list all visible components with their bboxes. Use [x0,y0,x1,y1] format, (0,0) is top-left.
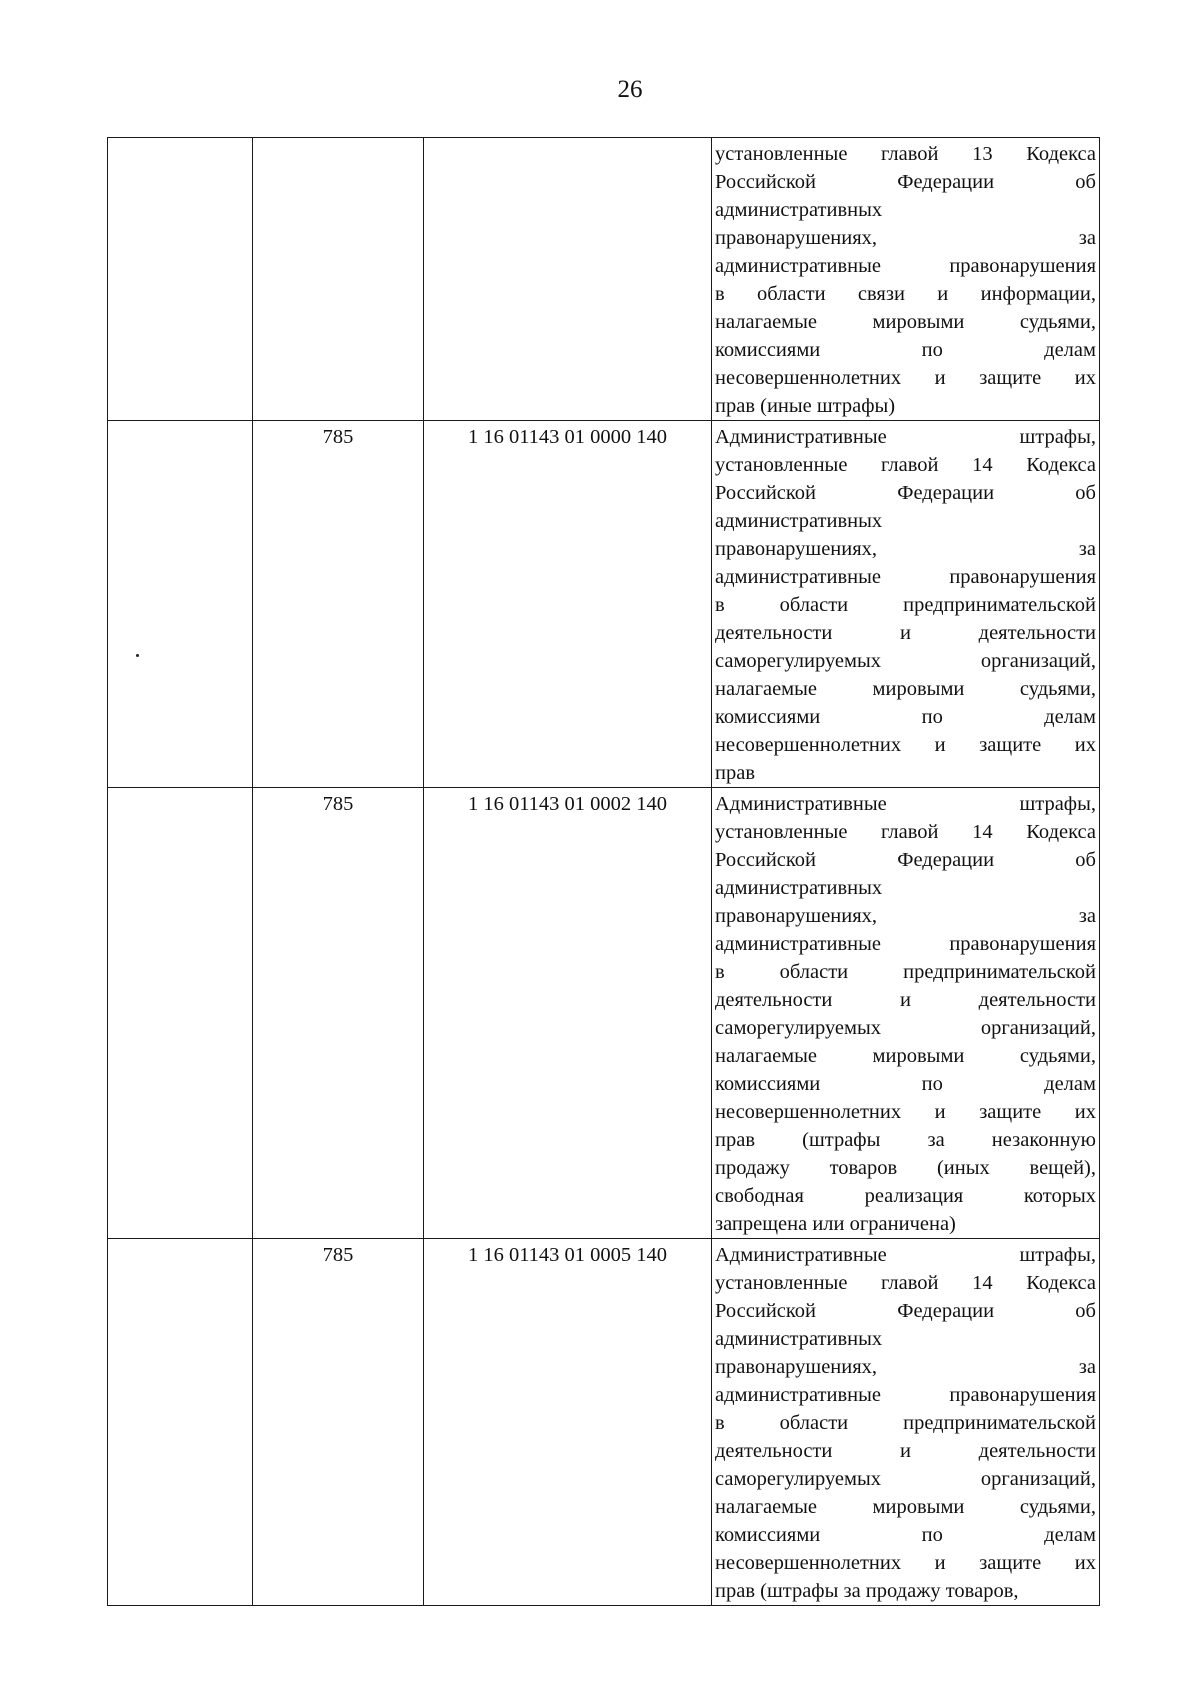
budget-code-cell: 1 16 01143 01 0005 140 [424,1239,712,1606]
description-line: в области предпринимательской [715,594,1096,616]
empty-cell [108,421,253,788]
description-line: прав (штрафы за продажу товаров, [715,1580,1019,1602]
description-line: Административные штрафы, [715,793,1096,815]
description-line: правонарушениях, за [715,227,1096,249]
description-cell [712,421,1100,788]
description-line: саморегулируемых организаций, [715,1017,1096,1039]
description-line: административных [715,510,883,532]
description-line: комиссиями по делам [715,1524,1096,1546]
description-line: комиссиями по делам [715,1073,1096,1095]
description-line: административные правонарушения [715,1384,1096,1406]
description-line: прав (иные штрафы) [715,395,896,417]
admin-code-cell: 785 [253,788,424,1239]
description-line: налагаемые мировыми судьями, [715,1496,1096,1518]
description-line: прав (штрафы за незаконную [715,1129,1096,1151]
description-cell [712,1239,1100,1606]
budget-code-cell: 1 16 01143 01 0000 140 [424,421,712,788]
description-line: Административные штрафы, [715,1244,1096,1266]
description-line: несовершеннолетних и защите их [715,367,1096,389]
description-line: свободная реализация которых [715,1185,1096,1207]
page-number: 26 [617,76,643,103]
table-row [108,1239,1100,1606]
description-line: Российской Федерации об [715,849,1096,871]
empty-cell [108,138,253,421]
description-line: в области связи и информации, [715,283,1096,305]
budget-code-cell: 1 16 01143 01 0002 140 [424,788,712,1239]
description-line: налагаемые мировыми судьями, [715,1045,1096,1067]
description-line: установленные главой 14 Кодекса [715,821,1096,843]
description-line: несовершеннолетних и защите их [715,1552,1096,1574]
description-line: саморегулируемых организаций, [715,1468,1096,1490]
fees-table-body [108,138,1100,1606]
description-line: Административные штрафы, [715,426,1096,448]
description-line: административные правонарушения [715,566,1096,588]
budget-code-cell [424,138,712,421]
description-line: административные правонарушения [715,255,1096,277]
table-row [108,138,1100,421]
admin-code-cell: 785 [253,1239,424,1606]
description-line: в области предпринимательской [715,961,1096,983]
description-line: прав [715,762,755,784]
description-line: Российской Федерации об [715,171,1096,193]
description-line: саморегулируемых организаций, [715,650,1096,672]
description-line: в области предпринимательской [715,1412,1096,1434]
table-row [108,421,1100,788]
admin-code-cell: 785 [253,421,424,788]
description-line: административных [715,199,883,221]
description-line: административных [715,1328,883,1350]
description-line: административные правонарушения [715,933,1096,955]
description-line: продажу товаров (иных вещей), [715,1157,1096,1179]
description-line: Российской Федерации об [715,1300,1096,1322]
description-line: деятельности и деятельности [715,1440,1096,1462]
description-line: Российской Федерации об [715,482,1096,504]
description-line: административных [715,877,883,899]
description-line: правонарушениях, за [715,1356,1096,1378]
admin-code-cell [253,138,424,421]
description-line: деятельности и деятельности [715,989,1096,1011]
description-line: установленные главой 13 Кодекса [715,143,1096,165]
fees-table [107,137,1100,1606]
description-line: налагаемые мировыми судьями, [715,311,1096,333]
description-cell [712,138,1100,421]
description-line: несовершеннолетних и защите их [715,734,1096,756]
description-line: установленные главой 14 Кодекса [715,454,1096,476]
description-line: правонарушениях, за [715,538,1096,560]
description-line: комиссиями по делам [715,706,1096,728]
empty-cell [108,1239,253,1606]
table-row [108,788,1100,1239]
description-line: несовершеннолетних и защите их [715,1101,1096,1123]
empty-cell [108,788,253,1239]
description-line: деятельности и деятельности [715,622,1096,644]
description-line: установленные главой 14 Кодекса [715,1272,1096,1294]
description-line: налагаемые мировыми судьями, [715,678,1096,700]
description-cell [712,788,1100,1239]
description-line: правонарушениях, за [715,905,1096,927]
description-line: комиссиями по делам [715,339,1096,361]
description-line: запрещена или ограничена) [715,1213,956,1235]
